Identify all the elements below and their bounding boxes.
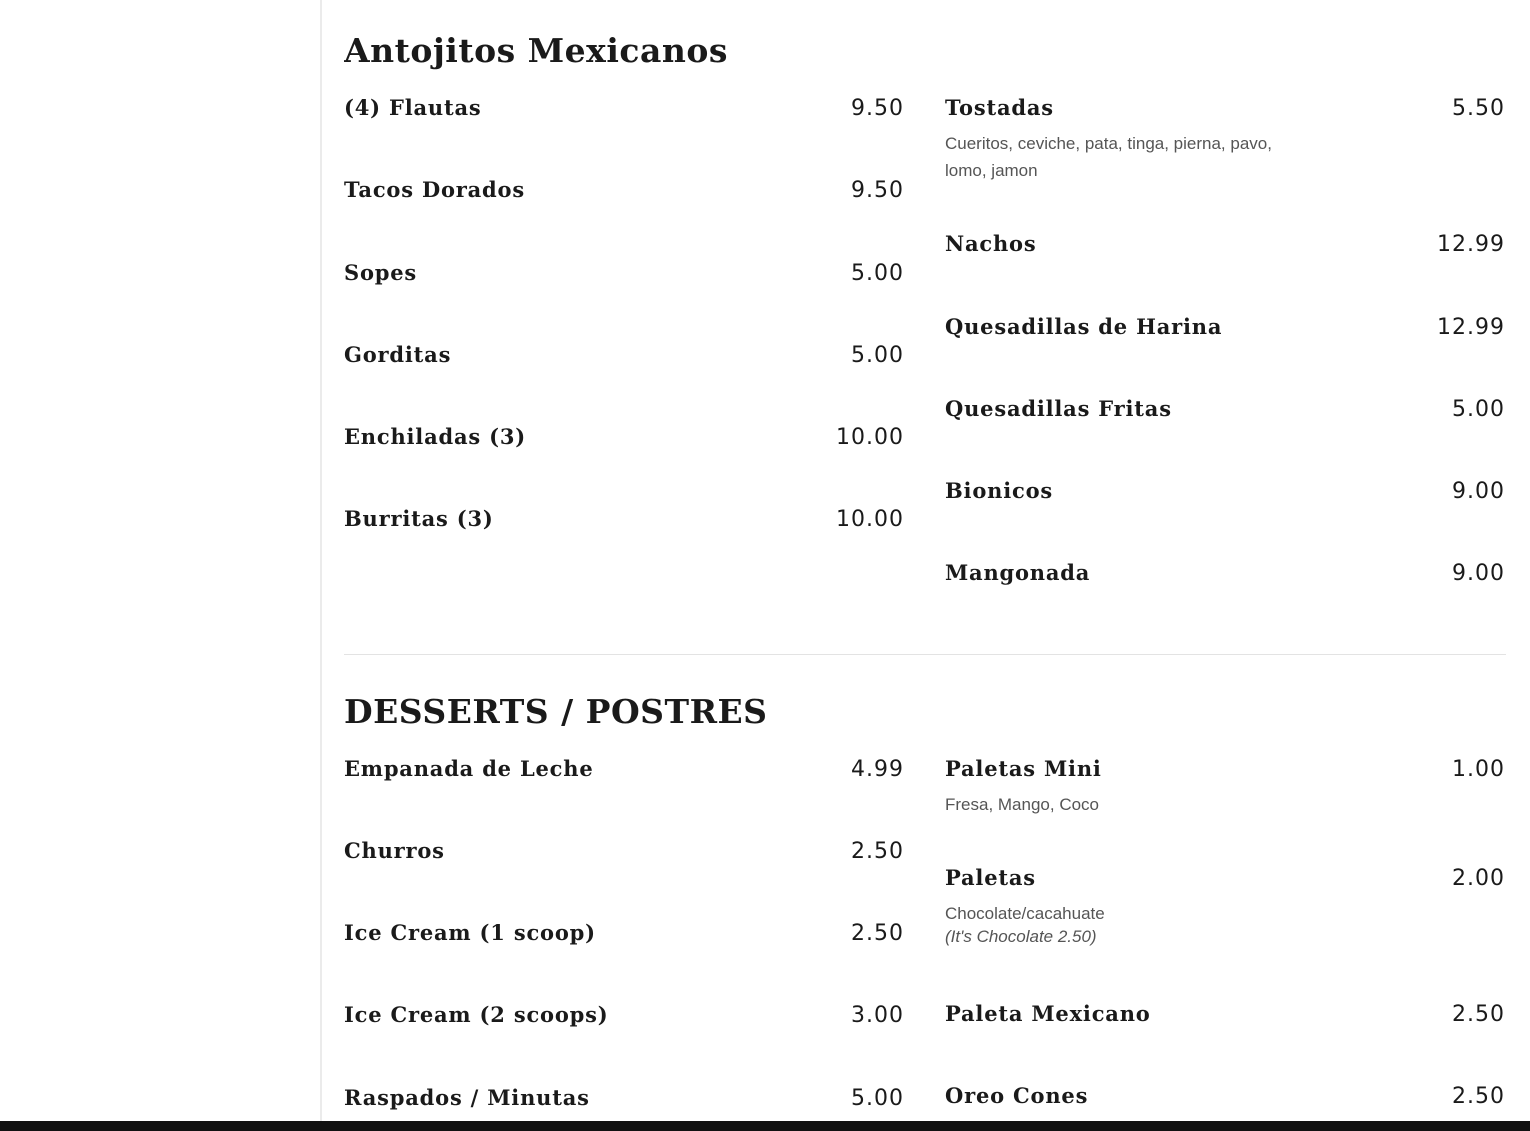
item-price: 10.00 xyxy=(836,425,904,450)
item-name: Ice Cream (1 scoop) xyxy=(344,920,596,945)
item-name: Paleta Mexicano xyxy=(945,1001,1151,1026)
item-price: 2.50 xyxy=(851,839,904,864)
section-divider xyxy=(344,654,1506,655)
item-description: Chocolate/cacahuate xyxy=(945,904,1105,923)
section-title-desserts: DESSERTS / POSTRES xyxy=(344,692,768,731)
item-name: Oreo Cones xyxy=(945,1083,1089,1108)
item-price: 2.50 xyxy=(851,921,904,946)
item-price: 1.00 xyxy=(1452,757,1505,782)
item-name: Nachos xyxy=(945,231,1037,256)
item-name: Enchiladas (3) xyxy=(344,424,526,449)
item-name: Empanada de Leche xyxy=(344,756,594,781)
sidebar xyxy=(0,0,322,1121)
item-name: Sopes xyxy=(344,260,418,285)
item-price: 5.00 xyxy=(851,343,904,368)
item-price: 2.50 xyxy=(1452,1002,1505,1027)
section-title-antojitos: Antojitos Mexicanos xyxy=(344,31,728,70)
item-name: Churros xyxy=(344,838,445,863)
item-name: Ice Cream (2 scoops) xyxy=(344,1002,609,1027)
item-name: Burritas (3) xyxy=(344,506,494,531)
item-price: 4.99 xyxy=(851,757,904,782)
item-price: 9.00 xyxy=(1452,561,1505,586)
item-name: Paletas Mini xyxy=(945,756,1102,781)
item-price: 5.00 xyxy=(851,261,904,286)
item-price: 5.00 xyxy=(1452,397,1505,422)
item-price: 12.99 xyxy=(1437,232,1505,257)
item-price: 9.50 xyxy=(851,96,904,121)
item-price: 12.99 xyxy=(1437,315,1505,340)
item-price: 9.50 xyxy=(851,178,904,203)
item-price: 5.50 xyxy=(1452,96,1505,121)
item-description: Cueritos, ceviche, pata, tinga, pierna, pavo, lomo, jamon xyxy=(945,134,1272,180)
item-description: Fresa, Mango, Coco xyxy=(945,795,1100,814)
item-name: Paletas xyxy=(945,865,1036,890)
item-note: (It's Chocolate 2.50) xyxy=(945,927,1097,946)
item-name: (4) Flautas xyxy=(344,95,482,120)
item-name: Tacos Dorados xyxy=(344,177,525,202)
item-name: Bionicos xyxy=(945,478,1053,503)
item-name: Mangonada xyxy=(945,560,1091,585)
item-name: Raspados / Minutas xyxy=(344,1085,590,1110)
menu-content xyxy=(344,0,1506,1121)
item-price: 3.00 xyxy=(851,1003,904,1028)
item-price: 10.00 xyxy=(836,507,904,532)
item-name: Quesadillas de Harina xyxy=(945,314,1223,339)
item-price: 2.00 xyxy=(1452,866,1505,891)
item-name: Quesadillas Fritas xyxy=(945,396,1172,421)
bottom-bar xyxy=(0,1121,1530,1131)
item-price: 2.50 xyxy=(1452,1084,1505,1109)
item-price: 9.00 xyxy=(1452,479,1505,504)
item-price: 5.00 xyxy=(851,1086,904,1111)
item-name: Tostadas xyxy=(945,95,1054,120)
item-name: Gorditas xyxy=(344,342,452,367)
